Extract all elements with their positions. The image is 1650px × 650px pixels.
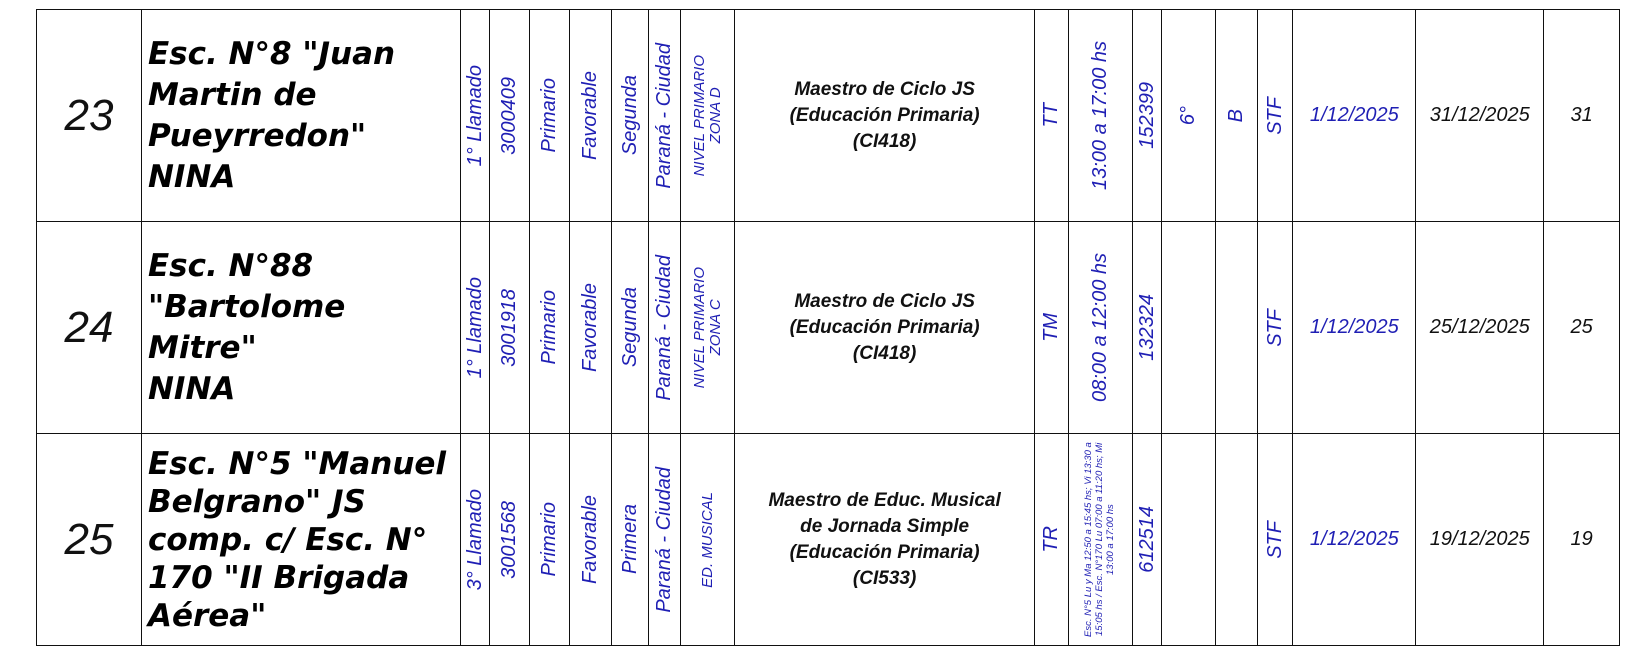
start-date: 1/12/2025: [1293, 222, 1416, 434]
llamado-cell: 1° Llamado: [461, 10, 490, 222]
schedule-cell: 13:00 a 17:00 hs: [1068, 10, 1132, 222]
vacancies-table: [36, 9, 1620, 646]
direction-cell: NIVEL PRIMARIO ZONA D: [681, 10, 735, 222]
character-cell: STF: [1257, 10, 1293, 222]
days-cell: 25: [1544, 222, 1620, 434]
shift-cell: TM: [1035, 222, 1069, 434]
code-cell: 3000409: [490, 10, 530, 222]
school-name: Esc. N°88 "Bartolome Mitre" NINA: [141, 222, 460, 434]
position-cell: Maestro de Ciclo JS (Educación Primaria) (CI418): [735, 222, 1035, 434]
row-number: 25: [37, 434, 142, 646]
id-cell: 132324: [1132, 222, 1161, 434]
code-cell: 3001568: [490, 434, 530, 646]
zone-cell: Favorable: [570, 222, 612, 434]
position-cell: Maestro de Educ. Musical de Jornada Simple (Educación Primaria) (CI533): [735, 434, 1035, 646]
table-row: [37, 222, 1620, 434]
locality-cell: Paraná - Ciudad: [648, 434, 681, 646]
start-date: 1/12/2025: [1293, 10, 1416, 222]
school-name: Esc. N°5 "Manuel Belgrano" JS comp. c/ Esc. N° 170 "II Brigada Aérea": [141, 434, 460, 646]
table-row: [37, 434, 1620, 646]
llamado-cell: 3° Llamado: [461, 434, 490, 646]
character-cell: STF: [1257, 434, 1293, 646]
start-date: 1/12/2025: [1293, 434, 1416, 646]
section-cell: [1215, 434, 1257, 646]
locality-cell: Paraná - Ciudad: [648, 10, 681, 222]
direction-cell: NIVEL PRIMARIO ZONA C: [681, 222, 735, 434]
days-cell: 19: [1544, 434, 1620, 646]
grade-cell: 6°: [1162, 10, 1216, 222]
days-cell: 31: [1544, 10, 1620, 222]
section-cell: [1215, 222, 1257, 434]
zone-cell: Favorable: [570, 434, 612, 646]
shift-cell: TR: [1035, 434, 1069, 646]
zone-cell: Favorable: [570, 10, 612, 222]
school-name: Esc. N°8 "Juan Martin de Pueyrredon" NINA: [141, 10, 460, 222]
position-cell: Maestro de Ciclo JS (Educación Primaria) (CI418): [735, 10, 1035, 222]
category-cell: Segunda: [612, 222, 649, 434]
end-date: 31/12/2025: [1416, 10, 1544, 222]
section-cell: B: [1215, 10, 1257, 222]
level-cell: Primario: [530, 222, 570, 434]
end-date: 25/12/2025: [1416, 222, 1544, 434]
llamado-cell: 1° Llamado: [461, 222, 490, 434]
row-number: 24: [37, 222, 142, 434]
category-cell: Primera: [612, 434, 649, 646]
id-cell: 612514: [1132, 434, 1161, 646]
character-cell: STF: [1257, 222, 1293, 434]
id-cell: 152399: [1132, 10, 1161, 222]
table-row: [37, 10, 1620, 222]
locality-cell: Paraná - Ciudad: [648, 222, 681, 434]
grade-cell: [1162, 434, 1216, 646]
level-cell: Primario: [530, 10, 570, 222]
code-cell: 3001918: [490, 222, 530, 434]
level-cell: Primario: [530, 434, 570, 646]
schedule-cell: 08:00 a 12:00 hs: [1068, 222, 1132, 434]
row-number: 23: [37, 10, 142, 222]
shift-cell: TT: [1035, 10, 1069, 222]
schedule-cell: Esc. N°5 Lu y Ma 12:50 a 15:45 hs; Vi 13:30 a 15:05 hs / Esc. N°170 Lu 07:00 a 11:20 hs; Mi 13:00 a 17:00 hs: [1068, 434, 1132, 646]
grade-cell: [1162, 222, 1216, 434]
direction-cell: ED. MUSICAL: [681, 434, 735, 646]
end-date: 19/12/2025: [1416, 434, 1544, 646]
category-cell: Segunda: [612, 10, 649, 222]
